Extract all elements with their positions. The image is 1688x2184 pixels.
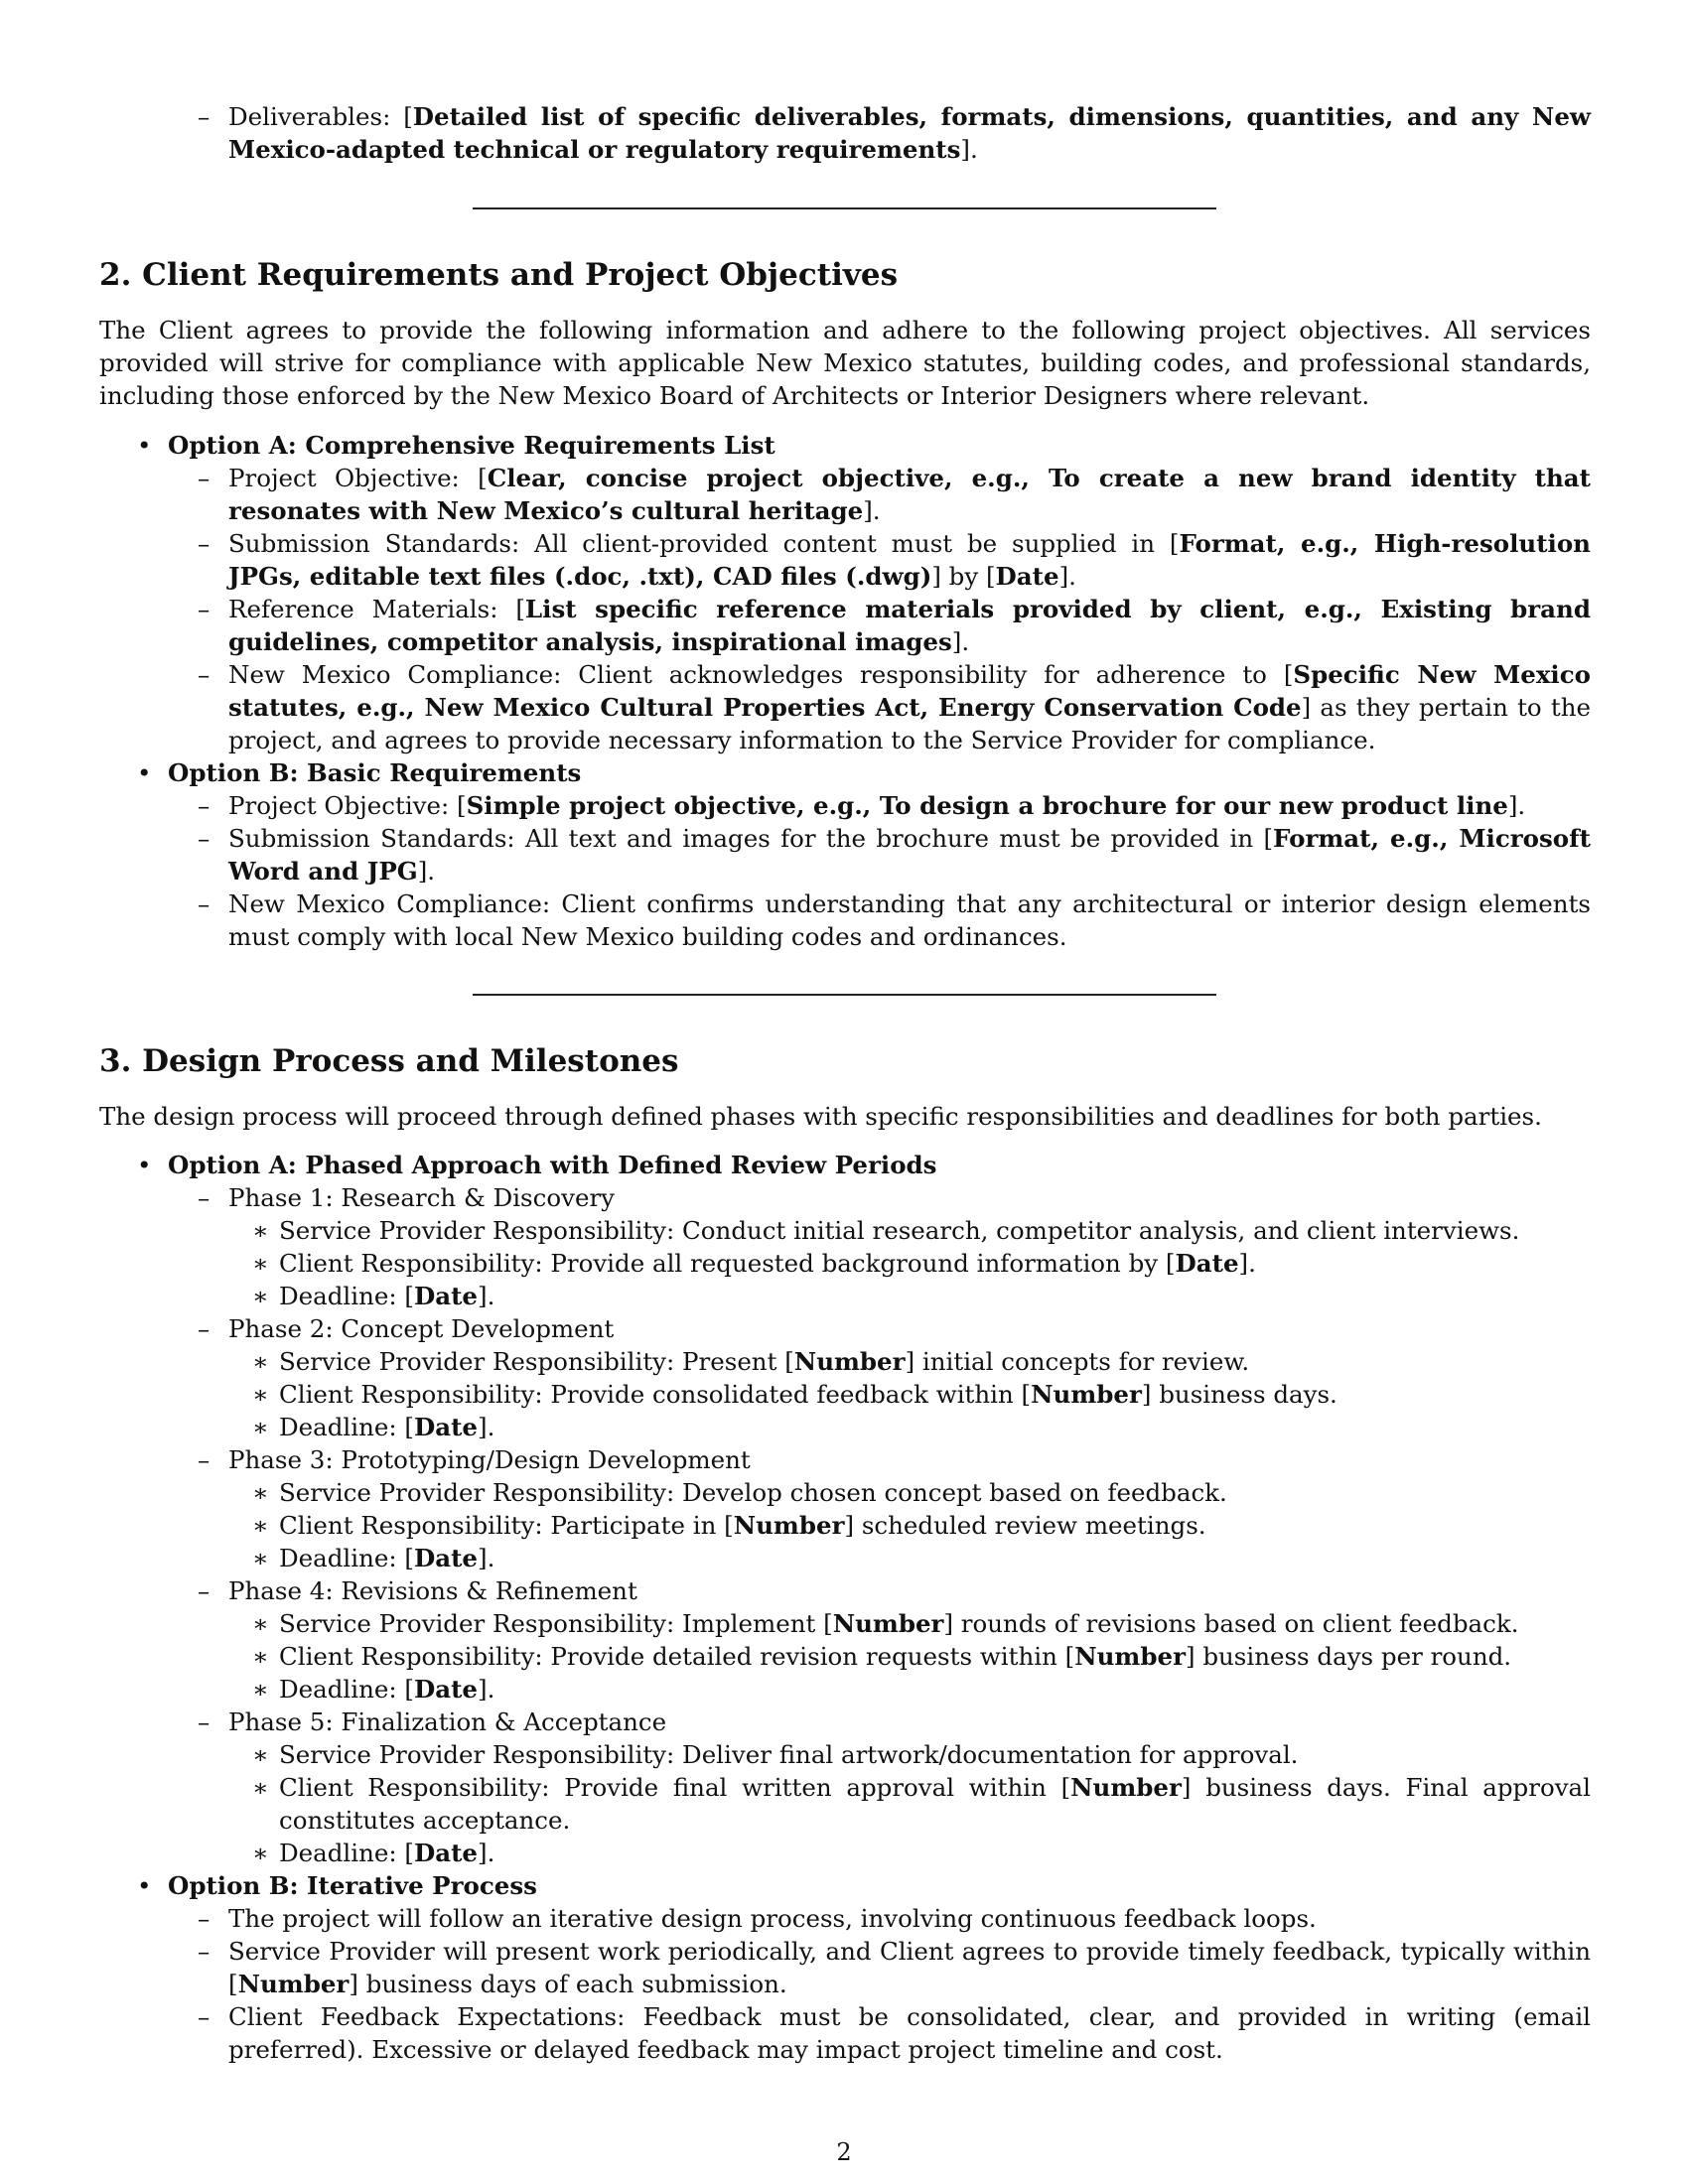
phase-item: ∗ Service Provider Responsibility: Conduct initial research, competitor analysis, and client interviews. [252, 1216, 1520, 1245]
phase-title: – Phase 2: Concept Development [198, 1314, 615, 1343]
list-item: – Submission Standards: All client-provided content must be supplied in [Format, e.g., High-resolution JPGs, editable text files (.doc, .txt), CAD files (.dwg)] by [Date]. [198, 529, 1591, 591]
phase-title: – Phase 3: Prototyping/Design Development [198, 1445, 751, 1474]
phase-item: ∗ Service Provider Responsibility: Present [Number] initial concepts for review. [252, 1347, 1250, 1376]
phase-title: – Phase 5: Finalization & Acceptance [198, 1707, 667, 1736]
phase-item: ∗ Service Provider Responsibility: Develop chosen concept based on feedback. [252, 1478, 1227, 1507]
phase-item: ∗ Client Responsibility: Provide all requested background information by [Date]. [252, 1249, 1256, 1278]
list-item: – Reference Materials: [List specific reference materials provided by client, e.g., Existing brand guidelines, competitor analysis, inspirational images]. [198, 595, 1591, 656]
phase-item: ∗ Client Responsibility: Provide detailed revision requests within [Number] business days per round. [252, 1642, 1512, 1671]
list-item: – Client Feedback Expectations: Feedback must be consolidated, clear, and provided in writing (email preferred). Excessive or delayed feedback may impact project timeline and cost. [198, 2002, 1591, 2064]
phase-item: ∗ Service Provider Responsibility: Implement [Number] rounds of revisions based on client feedback. [252, 1609, 1519, 1638]
phase-title: – Phase 1: Research & Discovery [198, 1183, 615, 1212]
phase-item: ∗ Deadline: [Date]. [252, 1839, 495, 1867]
deliverables-value: Detailed list of specific deliverables, formats, dimensions, quantities, and any New Mexico-adapted technical or regulatory requirements [228, 102, 1592, 164]
phase-title: – Phase 4: Revisions & Refinement [198, 1576, 637, 1605]
section-divider [473, 207, 1216, 209]
list-item: – Project Objective: [Clear, concise project objective, e.g., To create a new brand identity that resonates with New Mexico’s cultural heritage]. [198, 464, 1592, 525]
phase-item: ∗ Deadline: [Date]. [252, 1413, 495, 1441]
list-item: – Submission Standards: All text and images for the brochure must be provided in [Format, e.g., Microsoft Word and JPG]. [198, 824, 1591, 886]
option-b-iterative: • Option B: Iterative Process [137, 1871, 537, 1900]
phase-item: ∗ Client Responsibility: Participate in [Number] scheduled review meetings. [252, 1511, 1206, 1540]
list-item: – New Mexico Compliance: Client confirms understanding that any architectural or interior design elements must comply with local New Mexico building codes and ordinances. [198, 889, 1591, 951]
list-item: – The project will follow an iterative design process, involving continuous feedback loops. [198, 1904, 1317, 1933]
phase-item: ∗ Service Provider Responsibility: Deliver final artwork/documentation for approval. [252, 1740, 1299, 1769]
list-item: – Service Provider will present work periodically, and Client agrees to provide timely feedback, typically within [Number] business days of each submission. [198, 1937, 1591, 1998]
section-divider [473, 994, 1216, 996]
section2-intro: The Client agrees to provide the following information and adhere to the following project objectives. All services provided will strive for compliance with applicable New Mexico statutes, building codes, and professional standards, including those enforced by the New Mexico Board of Architects or Interior Designers where relevant. [99, 316, 1591, 410]
section2-heading: 2. Client Requirements and Project Objectives [99, 257, 899, 293]
phase-item: ∗ Deadline: [Date]. [252, 1544, 495, 1572]
phase-item: ∗ Client Responsibility: Provide final written approval within [Number] business days. Final approval constitutes acceptance. [252, 1773, 1591, 1835]
option-b-requirements: • Option B: Basic Requirements [137, 758, 582, 787]
page-number: 2 [836, 2138, 852, 2166]
option-a-requirements: • Option A: Comprehensive Requirements List [137, 431, 775, 460]
section3-intro: The design process will proceed through defined phases with specific responsibilities and deadlines for both parties. [99, 1102, 1542, 1131]
list-item: – Project Objective: [Simple project objective, e.g., To design a brochure for our new product line]. [198, 791, 1526, 820]
list-item: – New Mexico Compliance: Client acknowledges responsibility for adherence to [Specific New Mexico statutes, e.g., New Mexico Cultural Properties Act, Energy Conservation Code] as they pertain to the project, and agrees to provide necessary information to the Service Provider for compliance. [198, 660, 1591, 754]
section3-heading: 3. Design Process and Milestones [99, 1043, 679, 1079]
section1-deliverables [99, 100, 1591, 166]
section2-body [99, 314, 1591, 953]
section3-body [99, 1100, 1591, 2066]
option-a-phased: • Option A: Phased Approach with Defined Review Periods [137, 1151, 937, 1179]
deliverables-item: – Deliverables: [Detailed list of specific deliverables, formats, dimensions, quantities, and any New Mexico-adapted technical or regulatory requirements]. [198, 102, 1592, 164]
phase-item: ∗ Deadline: [Date]. [252, 1675, 495, 1704]
phase-item: ∗ Client Responsibility: Provide consolidated feedback within [Number] business days. [252, 1380, 1337, 1409]
phase-item: ∗ Deadline: [Date]. [252, 1282, 495, 1310]
